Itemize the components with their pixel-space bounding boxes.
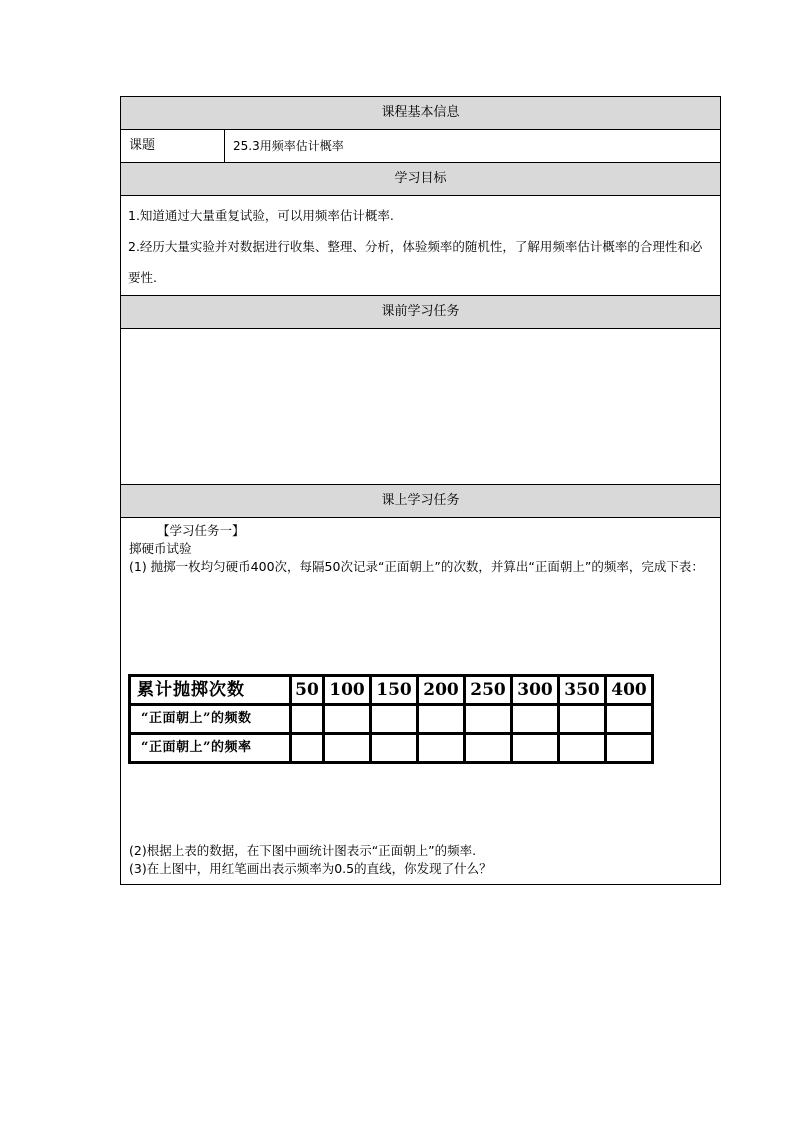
count-cell: 200	[418, 676, 465, 705]
topic-value: 25.3用频率估计概率	[233, 139, 344, 153]
count-cell: 350	[559, 676, 606, 705]
table-row-frequency-rate	[130, 734, 653, 763]
input-cell[interactable]	[465, 734, 512, 763]
input-cell[interactable]	[559, 734, 606, 763]
input-cell[interactable]	[465, 705, 512, 734]
input-cell[interactable]	[559, 705, 606, 734]
task-followup	[129, 842, 492, 878]
input-cell[interactable]	[371, 734, 418, 763]
task-step-1: (1) 抛掷一枚均匀硬币400次，每隔50次记录“正面朝上”的次数，并算出“正面朝上”的频率，完成下表：	[129, 559, 704, 574]
topic-label: 课题	[121, 130, 225, 162]
section-in-class: 课上学习任务	[121, 485, 720, 518]
goals-list	[121, 196, 720, 296]
header-label-cell: 累计抛掷次数	[130, 676, 291, 705]
lesson-document	[120, 96, 721, 885]
table-row-frequency-count	[130, 705, 653, 734]
task-title: 【学习任务一】	[157, 523, 245, 538]
input-cell[interactable]	[371, 705, 418, 734]
input-cell[interactable]	[291, 734, 324, 763]
task-step-3: (3)在上图中，用红笔画出表示频率为0.5的直线，你发现了什么？	[129, 861, 492, 876]
table-header-row	[130, 676, 653, 705]
input-cell[interactable]	[418, 734, 465, 763]
row-label-count: “正面朝上”的频数	[130, 705, 291, 734]
task-step-2: (2)根据上表的数据，在下图中画统计图表示“正面朝上”的频率.	[129, 843, 477, 858]
count-cell: 150	[371, 676, 418, 705]
count-cell: 50	[291, 676, 324, 705]
input-cell[interactable]	[291, 705, 324, 734]
topic-row	[121, 130, 720, 163]
pre-class-content-area[interactable]	[121, 329, 720, 485]
section-pre-class: 课前学习任务	[121, 296, 720, 329]
row-label-rate: “正面朝上”的频率	[130, 734, 291, 763]
input-cell[interactable]	[324, 734, 371, 763]
count-cell: 300	[512, 676, 559, 705]
input-cell[interactable]	[324, 705, 371, 734]
count-cell: 250	[465, 676, 512, 705]
section-goals: 学习目标	[121, 163, 720, 196]
task-subtitle: 掷硬币试验	[129, 541, 192, 556]
count-cell: 100	[324, 676, 371, 705]
input-cell[interactable]	[512, 705, 559, 734]
input-cell[interactable]	[606, 705, 653, 734]
goal-item-2: 2.经历大量实验并对数据进行收集、整理、分析，体验频率的随机性，了解用频率估计概率的合理性和必要性.	[128, 239, 703, 285]
input-cell[interactable]	[606, 734, 653, 763]
count-cell: 400	[606, 676, 653, 705]
input-cell[interactable]	[512, 734, 559, 763]
section-basic-info: 课程基本信息	[121, 97, 720, 130]
coin-toss-table	[128, 674, 654, 764]
input-cell[interactable]	[418, 705, 465, 734]
in-class-task	[121, 518, 720, 884]
goal-item-1: 1.知道通过大量重复试验，可以用频率估计概率.	[128, 208, 394, 223]
